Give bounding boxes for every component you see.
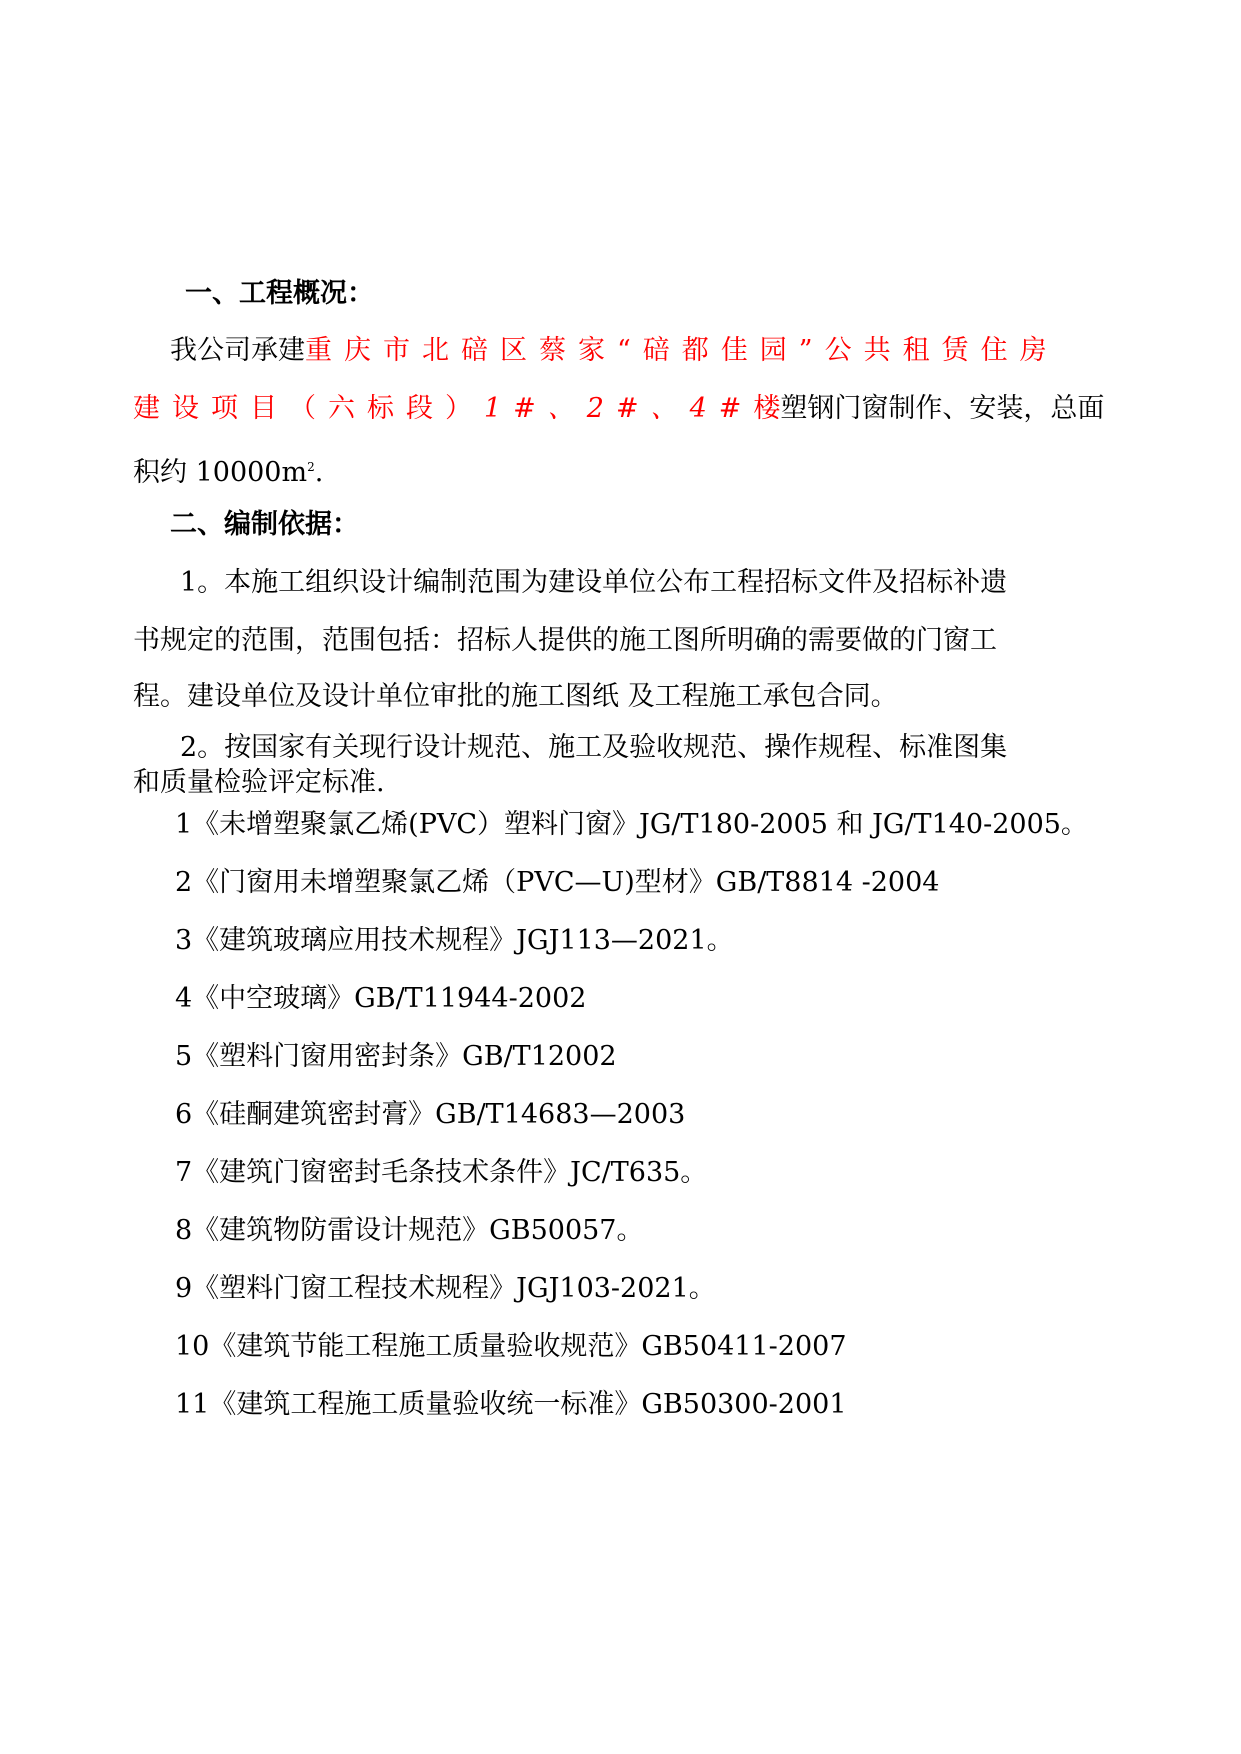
building-numbers: 1#、2#、4# [484,393,754,424]
standard-item: 3《建筑玻璃应用技术规程》JGJ113—2021。 [175,925,734,956]
standard-item: 7《建筑门窗密封毛条技术条件》JC/T635。 [175,1157,708,1188]
standard-item: 11《建筑工程施工质量验收统一标准》GB50300-2001 [175,1389,847,1420]
basis-p1-line-2: 书规定的范围，范围包括：招标人提供的施工图所明确的需要做的门窗工 [133,625,997,656]
standard-item: 2《门窗用未增塑聚氯乙烯（PVC—U)型材》GB/T8814 -2004 [175,867,940,898]
overview-line-2 [133,392,1104,426]
overview-line-1 [170,334,1059,368]
project-name: 重庆市北碚区蔡家“碚都佳园”公共租赁住房 [305,335,1059,366]
standard-item: 10《建筑节能工程施工质量验收规范》GB50411-2007 [175,1331,847,1362]
building-suffix: 楼 [753,393,781,424]
basis-p1-line-3: 程。建设单位及设计单位审批的施工图纸 及工程施工承包合同。 [133,681,898,712]
standard-item: 6《硅酮建筑密封膏》GB/T14683—2003 [175,1099,686,1130]
basis-p2-line-2: 和质量检验评定标准. [133,767,385,798]
overview-prefix: 我公司承建 [170,335,305,366]
project-section: 建设项目（六标段） [133,393,484,424]
standard-item: 9《塑料门窗工程技术规程》JGJ103-2021。 [175,1273,716,1304]
standard-item: 8《建筑物防雷设计规范》GB50057。 [175,1215,644,1246]
standard-item: 4《中空玻璃》GB/T11944-2002 [175,983,587,1014]
standard-item: 5《塑料门窗用密封条》GB/T12002 [175,1041,617,1072]
section-heading-basis: 二、编制依据： [170,509,359,540]
section-heading-overview: 一、工程概况： [185,278,374,309]
basis-p1-line-1: 1。本施工组织设计编制范围为建设单位公布工程招标文件及招标补遗 [180,567,1008,598]
overview-line-3 [133,450,323,490]
basis-p2-line-1: 2。按国家有关现行设计规范、施工及验收规范、操作规程、标准图集 [180,732,1008,763]
total-area: 积约 10000m [133,457,308,488]
standard-item: 1《未增塑聚氯乙烯(PVC）塑料门窗》JG/T180-2005 和 JG/T140-2005。 [175,809,1088,840]
area-end: . [314,457,324,488]
work-scope: 塑钢门窗制作、安装，总面 [780,393,1105,424]
area-unit-exponent: 2 [307,460,315,474]
